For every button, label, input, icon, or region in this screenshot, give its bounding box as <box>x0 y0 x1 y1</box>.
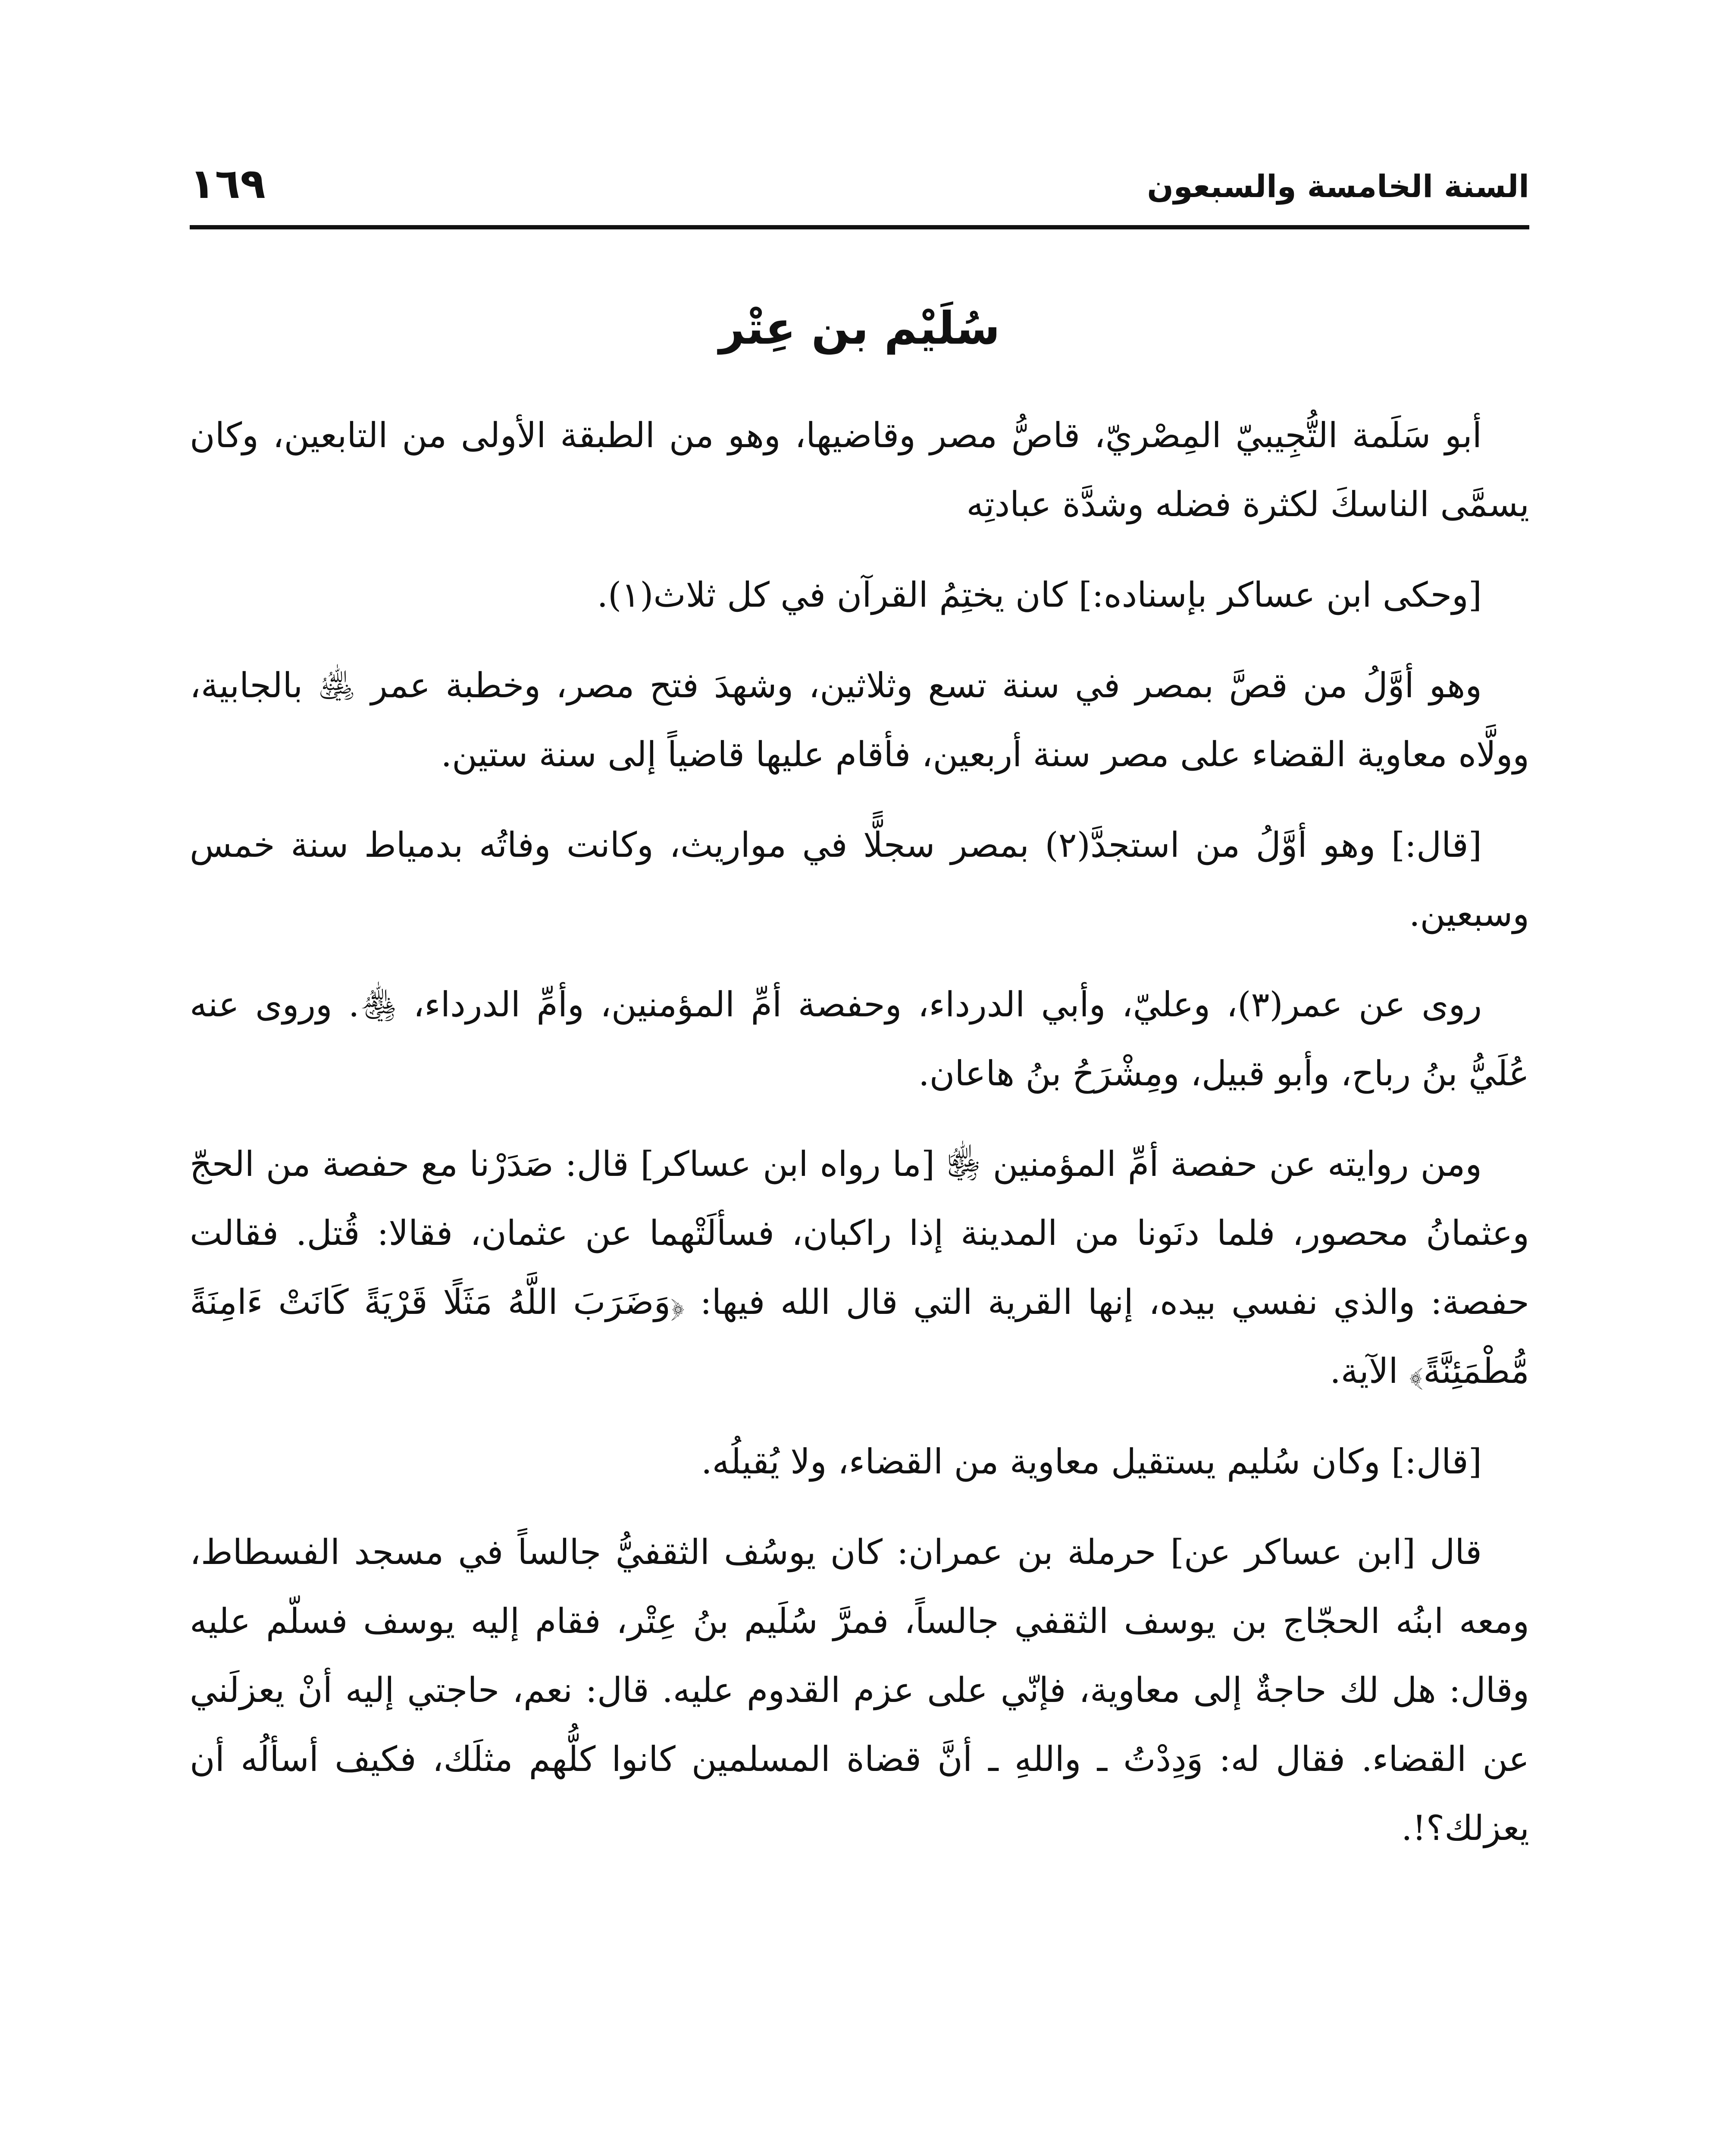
paragraph: أبو سَلَمة التُّجِيبيّ المِصْريّ، قاصُّ مصر وقاضيها، وهو من الطبقة الأولى من التابعين، وكان يسمَّى الناسكَ لكثرة فضله وشدَّة عبادتِه <box>190 415 1529 524</box>
paragraph: وهو أوَّلُ من قصَّ بمصر في سنة تسع وثلاثين، وشهدَ فتح مصر، وخطبة عمر ﵁ بالجابية، وولَّاه معاوية القضاء على مصر سنة أربعين، فأقام عليها قاضياً إلى سنة ستين. <box>190 665 1529 774</box>
header-rule <box>190 225 1529 229</box>
paragraph: قال [ابن عساكر عن] حرملة بن عمران: كان يوسُف الثقفيُّ جالساً في مسجد الفسطاط، ومعه ابنُه الحجّاج بن يوسف الثقفي جالساً، فمرَّ سُلَيم بنُ عِتْر، فقام إليه يوسف فسلّم عليه وقال: هل لك حاجةٌ إلى معاوية، فإنّي على عزم القدوم عليه. قال: نعم، حاجتي إليه أنْ يعزلَني عن القضاء. فقال له: وَدِدْتُ ـ واللهِ ـ أنَّ قضاة المسلمين كانوا كلُّهم مثلَك، فكيف أسألُه أن يعزلك؟!. <box>190 1532 1529 1848</box>
paragraph: [قال:] وهو أوَّلُ من استجدَّ(٢) بمصر سجلًّا في مواريث، وكانت وفاتُه بدمياط سنة خمس وسبعين. <box>190 825 1529 934</box>
entry-body <box>190 401 1529 1884</box>
running-header-title: السنة الخامسة والسبعون <box>1147 168 1529 204</box>
paragraph: روى عن عمر(٣)، وعليّ، وأبي الدرداء، وحفصة أمِّ المؤمنين، وأمِّ الدرداء، ﵃. وروى عنه عُلَيُّ بنُ رباح، وأبو قبيل، ومِشْرَحُ بنُ هاعان. <box>190 984 1529 1094</box>
paragraph: [قال:] وكان سُليم يستقيل معاوية من القضاء، ولا يُقيلُه. <box>701 1442 1482 1482</box>
page-number: ١٦٩ <box>190 160 266 208</box>
paragraph: [وحكى ابن عساكر بإسناده:] كان يختِمُ القرآن في كل ثلاث(١). <box>597 575 1482 615</box>
running-header <box>190 155 1529 220</box>
paragraph: ومن روايته عن حفصة أمِّ المؤمنين ﵂ [ما رواه ابن عساكر] قال: صَدَرْنا مع حفصة من الحجّ وعثمانُ محصور، فلما دنَونا من المدينة إذا راكبان، فسألَتْهما عن عثمان، فقالا: قُتل. فقالت حفصة: والذي نفسي بيده، إنها القرية التي قال الله فيها: ﴿وَضَرَبَ اللَّهُ مَثَلًا قَرْيَةً كَانَتْ ءَامِنَةً مُّطْمَئِنَّةً﴾ الآية. <box>190 1144 1529 1391</box>
entry-title: سُلَيْم بن عِتْر <box>719 302 1000 354</box>
